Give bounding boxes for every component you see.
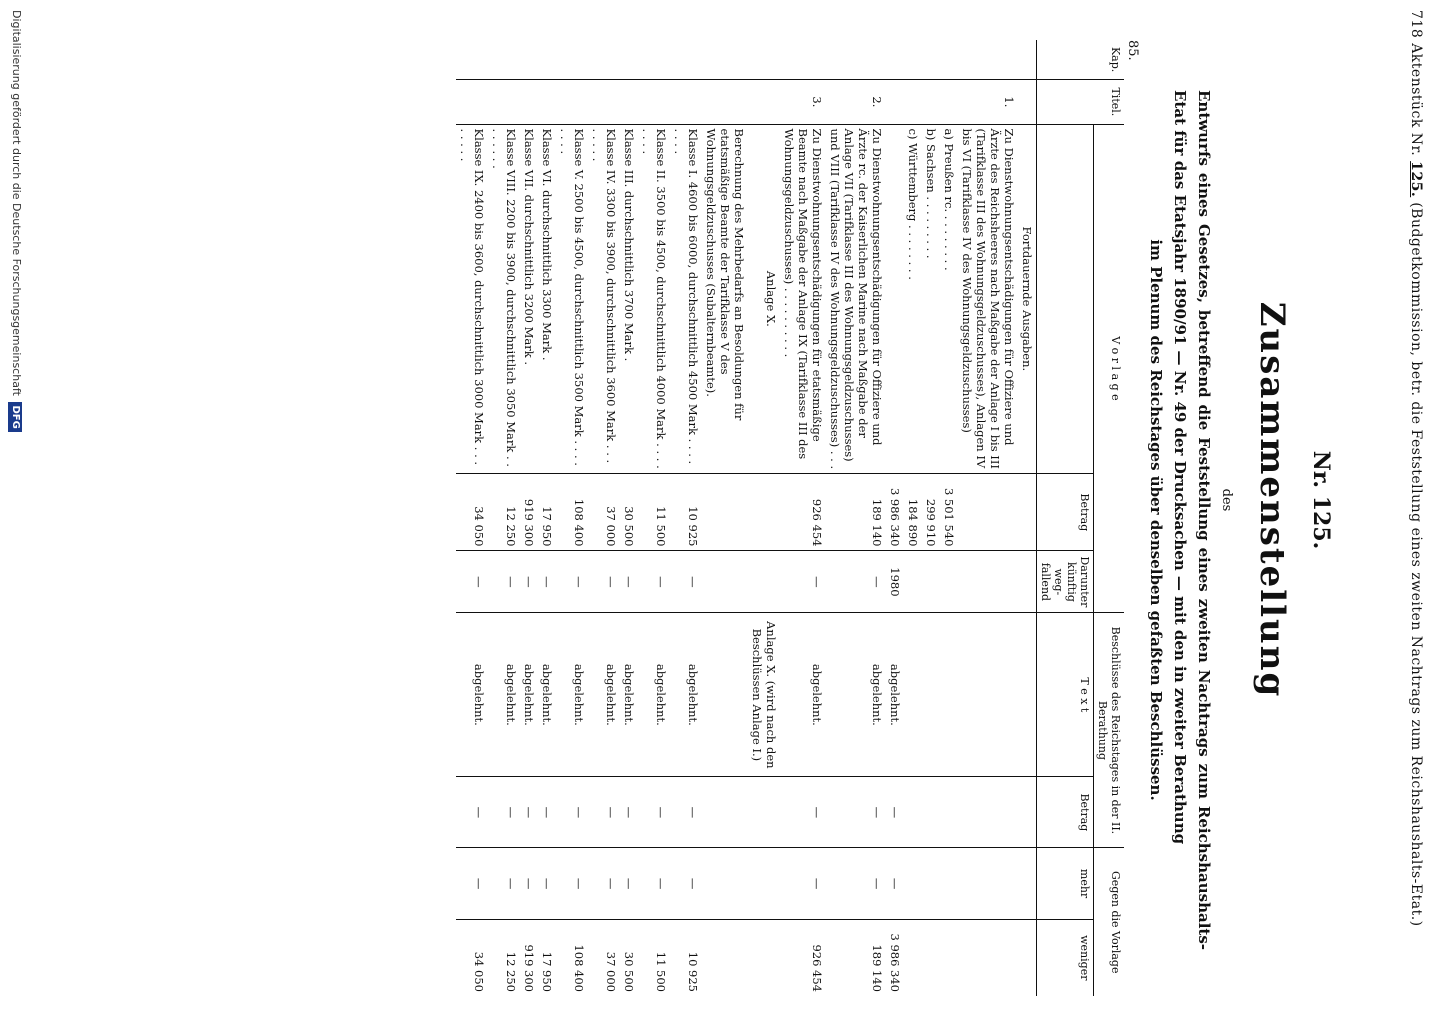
cell-beschluss-betrag bbox=[702, 777, 748, 848]
document-number: Nr. 125. bbox=[1308, 450, 1334, 550]
cell-text: Fortdauernde Ausgaben. bbox=[1018, 124, 1037, 474]
running-header bbox=[1408, 10, 1424, 990]
footer-text: Digitalisierung gefördert durch die Deutsche Forschungsgemeinschaft bbox=[10, 10, 23, 396]
cell-text: Zu Dienstwohnungsentschädigungen für etatsmäßige Beamte nach Maßgabe der Anlage IX (Tarifklasse III des Wohnungsgeldzuschusses) . . . . . . . . . . bbox=[780, 124, 826, 474]
cell-mehr bbox=[958, 848, 1018, 919]
cell-beschluss-betrag: — bbox=[588, 777, 620, 848]
subtitle-line-1: Entwurfs eines Gesetzes, betreffend die Feststellung eines zweiten Nachtrags zum Reichshaushalts-Etat für das Etatsjahr 1890/91 — Nr. 49 der Drucksachen — mit den in zweiter Berathung bbox=[1171, 90, 1213, 950]
cell-text: Zu Dienstwohnungsentschädigungen für Offiziere und Ärzte rc. der Kaiserlichen Marine nach Maßgabe der Anlage VII (Tarifklasse III des Wohnungsgeldzuschusses) und VIII (Tarifklasse IV des Wohnungsgeldzuschusses) . . . bbox=[826, 124, 886, 474]
cell-beschluss-betrag: — bbox=[556, 777, 588, 848]
cell-kap bbox=[922, 40, 940, 80]
cell-text: Berechnung des Mehrbedarfs an Besoldungen für etatsmäßige Beamte der Tarifklasse V des Wohnungsgeldzuschusses (Subalternbeamte). bbox=[702, 124, 748, 474]
table-row bbox=[620, 40, 638, 996]
cell-weniger: 919 300 bbox=[522, 944, 536, 992]
cell-beschluss-betrag: — bbox=[620, 777, 638, 848]
cell-betrag bbox=[1018, 474, 1037, 551]
cell-text: Klasse V. 2500 bis 4500, durchschnittlich 3500 Mark . . . . . . . . bbox=[556, 124, 588, 474]
aktenstueck-number: 125. bbox=[1408, 161, 1424, 198]
cell-kap bbox=[826, 40, 886, 80]
cell-kap bbox=[638, 40, 670, 80]
cell-titel bbox=[670, 80, 702, 124]
table-row bbox=[780, 40, 826, 996]
document-subtitle bbox=[1144, 90, 1216, 950]
cell-text: Anlage X. bbox=[748, 124, 780, 474]
cell-text: c) Württemberg . . . . . . . . bbox=[904, 124, 922, 474]
cell-mehr bbox=[702, 848, 748, 919]
page-reference: 718 bbox=[1408, 10, 1424, 39]
document-title: Zusammenstellung bbox=[1252, 301, 1292, 699]
cell-mehr: — bbox=[588, 848, 620, 919]
aktenstueck-label: Aktenstück Nr. bbox=[1408, 43, 1424, 157]
cell-betrag bbox=[958, 474, 1018, 551]
cell-beschluss-text bbox=[958, 613, 1018, 777]
table-row bbox=[702, 40, 748, 996]
cell-betrag: 299 910 bbox=[922, 474, 940, 551]
cell-kap bbox=[538, 40, 556, 80]
cell-text: Klasse VIII. 2200 bis 3900, durchschnittlich 3050 Mark . . . . . . . . bbox=[488, 124, 520, 474]
cell-beschluss-text: Anlage X. (wird nach den Beschlüssen Anlage I.) bbox=[748, 613, 780, 777]
table-row bbox=[520, 40, 538, 996]
cell-weniger bbox=[904, 919, 922, 996]
cell-betrag: 34 050 bbox=[456, 474, 488, 551]
cell-beschluss-text bbox=[702, 613, 748, 777]
cell-weniger bbox=[702, 919, 748, 996]
cell-kap bbox=[488, 40, 520, 80]
table-row bbox=[670, 40, 702, 996]
cell-titel: 3. bbox=[780, 80, 826, 124]
cell-titel bbox=[588, 80, 620, 124]
cell-wegfallend bbox=[958, 551, 1018, 613]
cell-wegfallend: — bbox=[556, 551, 588, 613]
cell-beschluss-betrag: — bbox=[520, 777, 538, 848]
cell-weniger: 11 500 bbox=[654, 951, 668, 992]
cell-wegfallend bbox=[922, 551, 940, 613]
cell-text: Klasse IV. 3300 bis 3900, durchschnittlich 3600 Mark . . . . . . . . bbox=[588, 124, 620, 474]
cell-kap bbox=[940, 40, 958, 80]
table-row bbox=[958, 40, 1018, 996]
cell-betrag: 3 501 540 bbox=[940, 474, 958, 551]
cell-text: a) Preußen rc. . . . . . . . . bbox=[940, 124, 958, 474]
cell-beschluss-text bbox=[922, 613, 940, 777]
cell-titel bbox=[456, 80, 488, 124]
cell-weniger bbox=[940, 919, 958, 996]
table-row bbox=[886, 40, 904, 996]
cell-wegfallend: — bbox=[826, 551, 886, 613]
cell-titel: 2. bbox=[826, 80, 886, 124]
cell-kap bbox=[620, 40, 638, 80]
cell-weniger: 189 140 bbox=[870, 944, 884, 992]
cell-beschluss-betrag: — bbox=[826, 777, 886, 848]
cell-titel bbox=[922, 80, 940, 124]
table-row bbox=[940, 40, 958, 996]
cell-titel bbox=[1018, 80, 1037, 124]
table-header-row bbox=[1094, 40, 1125, 996]
table-row bbox=[488, 40, 520, 996]
cell-beschluss-text: abgelehnt. bbox=[556, 613, 588, 777]
cell-mehr: — bbox=[780, 848, 826, 919]
cell-mehr: — bbox=[826, 848, 886, 919]
cell-kap bbox=[520, 40, 538, 80]
cell-wegfallend bbox=[748, 551, 780, 613]
cell-betrag: 30 500 bbox=[620, 474, 638, 551]
cell-weniger: 17 950 bbox=[540, 951, 554, 992]
table-row bbox=[748, 40, 780, 996]
cell-beschluss-text: abgelehnt. bbox=[826, 613, 886, 777]
cell-titel bbox=[904, 80, 922, 124]
table-row bbox=[556, 40, 588, 996]
cell-wegfallend: — bbox=[588, 551, 620, 613]
cell-mehr: — bbox=[638, 848, 670, 919]
header-description: (Budgetkommission, betr. die Feststellung eines zweiten Nachtrags zum Reichshaushalts-Etat.) bbox=[1408, 202, 1424, 927]
cell-beschluss-text bbox=[940, 613, 958, 777]
cell-beschluss-text: abgelehnt. bbox=[538, 613, 556, 777]
cell-beschluss-text: abgelehnt. bbox=[456, 613, 488, 777]
cell-beschluss-text: abgelehnt. bbox=[638, 613, 670, 777]
title-connector: des bbox=[1219, 488, 1234, 512]
cell-mehr: — bbox=[520, 848, 538, 919]
cell-text: Klasse VI. durchschnittlich 3300 Mark . bbox=[538, 124, 556, 474]
cell-titel: 1. bbox=[958, 80, 1018, 124]
table-row bbox=[1018, 40, 1037, 996]
cell-wegfallend bbox=[904, 551, 922, 613]
cell-betrag bbox=[748, 474, 780, 551]
comparison-table bbox=[456, 40, 1124, 996]
cell-wegfallend: 1980 bbox=[886, 551, 904, 613]
cell-kap bbox=[748, 40, 780, 80]
cell-titel bbox=[488, 80, 520, 124]
cell-mehr bbox=[1018, 848, 1037, 919]
cell-mehr: — bbox=[538, 848, 556, 919]
cell-text: Klasse IX. 2400 bis 3600, durchschnittlich 3000 Mark . . . . . . . . bbox=[456, 124, 488, 474]
cell-wegfallend bbox=[702, 551, 748, 613]
cell-wegfallend: — bbox=[520, 551, 538, 613]
col-kap: Kap. bbox=[1037, 40, 1125, 80]
dfg-logo: DFG bbox=[8, 402, 22, 431]
cell-beschluss-betrag bbox=[1018, 777, 1037, 848]
table-row bbox=[638, 40, 670, 996]
cell-betrag: 919 300 bbox=[520, 474, 538, 551]
cell-kap bbox=[958, 40, 1018, 80]
col-beschl-betrag: Betrag bbox=[1037, 777, 1094, 848]
cell-weniger: 34 050 bbox=[472, 951, 486, 992]
cell-betrag: 10 925 bbox=[670, 474, 702, 551]
col-betrag: Betrag bbox=[1037, 474, 1094, 551]
cell-beschluss-betrag: — bbox=[638, 777, 670, 848]
cell-weniger bbox=[1018, 919, 1037, 996]
cell-betrag: 11 500 bbox=[638, 474, 670, 551]
cell-weniger: 12 250 bbox=[504, 951, 518, 992]
cell-weniger bbox=[958, 919, 1018, 996]
cell-betrag: 17 950 bbox=[538, 474, 556, 551]
cell-titel bbox=[620, 80, 638, 124]
col-vorlage: V o r l a g e bbox=[1094, 124, 1125, 613]
col-weniger: weniger bbox=[1037, 919, 1094, 996]
cell-kap bbox=[588, 40, 620, 80]
cell-beschluss-betrag: — bbox=[670, 777, 702, 848]
cell-betrag: 926 454 bbox=[780, 474, 826, 551]
cell-beschluss-text: abgelehnt. bbox=[780, 613, 826, 777]
cell-titel bbox=[748, 80, 780, 124]
cell-weniger: 10 925 bbox=[686, 951, 700, 992]
cell-text bbox=[886, 124, 904, 474]
cell-mehr: — bbox=[620, 848, 638, 919]
col-titel: Titel. bbox=[1037, 80, 1125, 124]
cell-mehr bbox=[940, 848, 958, 919]
cell-mehr: — bbox=[456, 848, 488, 919]
cell-wegfallend: — bbox=[638, 551, 670, 613]
cell-titel bbox=[886, 80, 904, 124]
digitization-footer bbox=[2, 0, 30, 1010]
cell-kap bbox=[556, 40, 588, 80]
cell-beschluss-betrag: — bbox=[780, 777, 826, 848]
table-row bbox=[538, 40, 556, 996]
cell-wegfallend: — bbox=[620, 551, 638, 613]
table-subheader-row bbox=[1037, 40, 1094, 996]
cell-beschluss-betrag bbox=[940, 777, 958, 848]
cell-mehr: — bbox=[488, 848, 520, 919]
cell-wegfallend: — bbox=[456, 551, 488, 613]
col-gegen: Gegen die Vorlage bbox=[1094, 848, 1125, 996]
cell-wegfallend bbox=[1018, 551, 1037, 613]
cell-kap bbox=[886, 40, 904, 80]
cell-text: Klasse II. 3500 bis 4500, durchschnittlich 4000 Mark . . . . . . . . bbox=[638, 124, 670, 474]
cell-titel bbox=[520, 80, 538, 124]
cell-beschluss-betrag bbox=[958, 777, 1018, 848]
cell-beschluss-text: abgelehnt. bbox=[520, 613, 538, 777]
cell-text: Klasse VII. durchschnittlich 3200 Mark . bbox=[520, 124, 538, 474]
cell-kap bbox=[456, 40, 488, 80]
cell-text: Klasse I. 4600 bis 6000, durchschnittlich 4500 Mark . . . . . . . . bbox=[670, 124, 702, 474]
cell-titel bbox=[638, 80, 670, 124]
cell-kap bbox=[780, 40, 826, 80]
cell-beschluss-betrag: — bbox=[488, 777, 520, 848]
cell-mehr bbox=[748, 848, 780, 919]
cell-text: b) Sachsen . . . . . . . . . bbox=[922, 124, 940, 474]
cell-beschluss-text: abgelehnt. bbox=[620, 613, 638, 777]
cell-wegfallend: — bbox=[780, 551, 826, 613]
table-row bbox=[922, 40, 940, 996]
cell-weniger: 3 986 340 bbox=[888, 933, 902, 992]
cell-beschluss-betrag bbox=[922, 777, 940, 848]
cell-wegfallend: — bbox=[670, 551, 702, 613]
cell-mehr bbox=[904, 848, 922, 919]
cell-kap bbox=[670, 40, 702, 80]
cell-beschluss-betrag: — bbox=[538, 777, 556, 848]
cell-titel bbox=[940, 80, 958, 124]
cell-kap bbox=[904, 40, 922, 80]
cell-text: Klasse III. durchschnittlich 3700 Mark . bbox=[620, 124, 638, 474]
cell-beschluss-text bbox=[904, 613, 922, 777]
page-number: 85. bbox=[1125, 40, 1140, 61]
cell-beschluss-text: abgelehnt. bbox=[488, 613, 520, 777]
cell-wegfallend: — bbox=[538, 551, 556, 613]
cell-wegfallend: — bbox=[488, 551, 520, 613]
cell-betrag: 37 000 bbox=[588, 474, 620, 551]
cell-beschluss-betrag bbox=[904, 777, 922, 848]
cell-mehr bbox=[922, 848, 940, 919]
cell-kap bbox=[1018, 40, 1037, 80]
col-darunter: Darunter künftig weg-fallend bbox=[1037, 551, 1094, 613]
col-text: T e x t bbox=[1037, 613, 1094, 777]
table-row bbox=[588, 40, 620, 996]
table-row bbox=[904, 40, 922, 996]
col-beschluesse: Beschlüsse des Reichstages in der II. Berathung bbox=[1094, 613, 1125, 848]
cell-betrag: 3 986 340 bbox=[886, 474, 904, 551]
cell-beschluss-text: abgelehnt. bbox=[588, 613, 620, 777]
col-mehr: mehr bbox=[1037, 848, 1094, 919]
cell-beschluss-betrag: — bbox=[886, 777, 904, 848]
cell-beschluss-betrag: — bbox=[456, 777, 488, 848]
cell-titel bbox=[538, 80, 556, 124]
subtitle-line-2: im Plenum des Reichstages über denselben gefaßten Beschlüssen. bbox=[1147, 239, 1165, 801]
cell-weniger bbox=[922, 919, 940, 996]
cell-beschluss-betrag bbox=[748, 777, 780, 848]
cell-betrag: 184 890 bbox=[904, 474, 922, 551]
cell-text: Zu Dienstwohnungsentschädigungen für Offiziere und Ärzte des Reichsheeres nach Maßgabe der Anlage I bis III (Tarifklasse III des Wohnungsgeldzuschusses), Anlagen IV bis VI (Tarifklasse IV des Wohnungsgeldzuschusses) bbox=[958, 124, 1018, 474]
cell-kap bbox=[702, 40, 748, 80]
cell-mehr: — bbox=[886, 848, 904, 919]
cell-weniger: 30 500 bbox=[622, 951, 636, 992]
cell-betrag: 108 400 bbox=[556, 474, 588, 551]
cell-weniger: 108 400 bbox=[572, 944, 586, 992]
cell-wegfallend bbox=[940, 551, 958, 613]
cell-beschluss-text: abgelehnt. bbox=[670, 613, 702, 777]
cell-beschluss-text: abgelehnt. bbox=[886, 613, 904, 777]
cell-mehr: — bbox=[556, 848, 588, 919]
cell-beschluss-text bbox=[1018, 613, 1037, 777]
cell-betrag bbox=[702, 474, 748, 551]
cell-betrag: 12 250 bbox=[488, 474, 520, 551]
cell-mehr: — bbox=[670, 848, 702, 919]
table-row bbox=[456, 40, 488, 996]
cell-titel bbox=[556, 80, 588, 124]
cell-betrag: 189 140 bbox=[826, 474, 886, 551]
cell-titel bbox=[702, 80, 748, 124]
table-row bbox=[826, 40, 886, 996]
cell-weniger: 37 000 bbox=[604, 951, 618, 992]
cell-weniger bbox=[748, 919, 780, 996]
col-vorlage-text bbox=[1037, 124, 1094, 474]
cell-weniger: 926 454 bbox=[810, 944, 824, 992]
